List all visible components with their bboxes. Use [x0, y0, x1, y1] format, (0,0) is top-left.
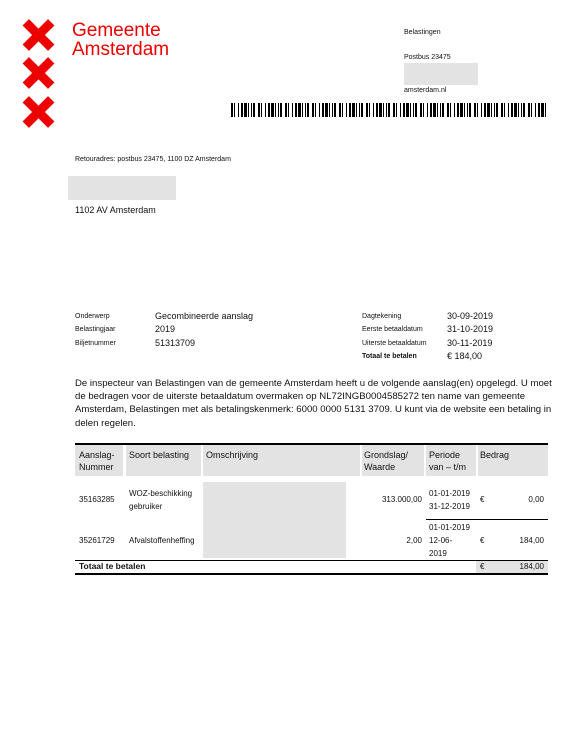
barcode-bar	[518, 103, 519, 117]
logo-line-1: Gemeente	[72, 20, 161, 41]
barcode-bar	[253, 103, 255, 117]
barcode-bar	[504, 103, 505, 117]
total-bedrag: 184,00	[519, 562, 544, 571]
cell-currency: €	[480, 495, 485, 504]
barcode-bar	[271, 103, 274, 117]
barcode-bar	[292, 103, 293, 117]
barcode-bar	[491, 103, 492, 117]
barcode-bar	[379, 103, 382, 117]
cross-icon	[23, 58, 53, 88]
redacted-description	[203, 482, 346, 558]
barcode-bar	[545, 103, 546, 117]
barcode-bar	[352, 103, 355, 117]
barcode-bar	[275, 103, 276, 117]
detail-label: Uiterste betaaldatum	[362, 340, 427, 347]
barcode-bar	[427, 103, 428, 117]
cell-periode: 01-01-2019 12-06- 2019	[429, 523, 470, 558]
barcode-bar	[248, 103, 249, 117]
barcode-bar	[501, 103, 503, 117]
barcode-bar	[231, 103, 233, 117]
barcode-bar	[278, 103, 279, 117]
barcode-bar	[285, 103, 287, 117]
barcode-bar	[467, 103, 468, 117]
barcode-bar	[393, 103, 395, 117]
barcode-bar	[361, 103, 363, 117]
header-bedrag: Bedrag	[480, 450, 510, 460]
barcode-bar	[457, 103, 459, 117]
barcode-bar	[251, 103, 252, 117]
cell-grondslag: 313.000,00	[381, 495, 422, 504]
header-periode: Periode van – t/m	[429, 450, 467, 472]
barcode-bar	[329, 103, 330, 117]
header-grondslag: Grondslag/ Waarde	[364, 450, 409, 472]
detail-label: Belastingjaar	[75, 326, 116, 333]
barcode-bar	[535, 103, 536, 117]
barcode-bar	[373, 103, 374, 117]
detail-value: 31-10-2019	[447, 324, 494, 334]
barcode-bar	[386, 103, 387, 117]
barcode-bar	[244, 103, 247, 117]
barcode-bar	[312, 103, 314, 117]
cell-soort: Afvalstoffenheffing	[129, 536, 195, 545]
barcode-bar	[305, 103, 306, 117]
barcode-bar	[388, 103, 390, 117]
detail-label: Onderwerp	[75, 313, 110, 320]
detail-value: 51313709	[155, 338, 196, 348]
barcode-bar	[496, 103, 498, 117]
redacted-recipient-name	[68, 176, 176, 200]
barcode-bar	[531, 103, 532, 117]
logo-line-2: Amsterdam	[72, 39, 170, 60]
barcode-bar	[346, 103, 347, 117]
barcode-bar	[403, 103, 405, 117]
cell-currency: €	[480, 536, 485, 545]
barcode-bar	[528, 103, 530, 117]
barcode-bar	[396, 103, 397, 117]
barcode-bar	[356, 103, 357, 117]
cell-nummer: 35261729	[79, 536, 115, 545]
barcode-bar	[400, 103, 401, 117]
barcode-bar	[302, 103, 303, 117]
detail-label: Biljetnummer	[75, 340, 116, 347]
cross-icon	[23, 20, 53, 50]
barcode-bar	[454, 103, 455, 117]
row-divider	[426, 519, 548, 520]
cell-periode: 01-01-2019 31-12-2019	[429, 489, 470, 511]
barcode-bar	[474, 103, 476, 117]
cell-bedrag: 0,00	[528, 495, 544, 504]
cell-grondslag: 2,00	[406, 536, 422, 545]
barcode-bar	[332, 103, 333, 117]
barcode-bar	[447, 103, 449, 117]
barcode-bar	[538, 103, 540, 117]
barcode-bar	[349, 103, 351, 117]
barcode-bar	[359, 103, 360, 117]
barcode-bar	[508, 103, 509, 117]
barcode-bar	[265, 103, 266, 117]
barcode-bar	[484, 103, 486, 117]
barcode-bar	[442, 103, 444, 117]
barcode-bar	[369, 103, 370, 117]
body-text: De inspecteur van Belastingen van de gemeente Amsterdam heeft u de volgende aanslag(en) opgelegd. U moet de bedragen voor de uiterste betaaldatum overmaken op NL72INGB0004585272 ten name van gemeente Amsterdam, Belastingen met als betalingskenmerk: 6000 0000 5131 3709. U kunt via de website een betaling in delen regelen.	[75, 378, 552, 429]
barcode-bar	[366, 103, 368, 117]
barcode-bar	[238, 103, 239, 117]
barcode-bar	[430, 103, 432, 117]
header-aanslag: Aanslag- Nummer	[79, 450, 115, 472]
cell-soort: WOZ-beschikking gebruiker	[129, 489, 193, 511]
barcode-bar	[295, 103, 297, 117]
barcode-bar	[415, 103, 417, 117]
detail-label: Eerste betaaldatum	[362, 326, 423, 333]
barcode-bar	[437, 103, 438, 117]
barcode-bar	[523, 103, 525, 117]
barcode-bar	[521, 103, 522, 117]
barcode-bar	[261, 103, 262, 117]
table-bottom-rule	[75, 573, 548, 575]
barcode-bar	[383, 103, 384, 117]
redacted-postcode	[404, 63, 478, 85]
barcode-bar	[288, 103, 289, 117]
cell-bedrag: 184,00	[519, 536, 544, 545]
barcode-bar	[376, 103, 378, 117]
detail-value: Gecombineerde aanslag	[155, 311, 254, 321]
detail-value: € 184,00	[447, 351, 483, 361]
header-soort: Soort belasting	[129, 450, 190, 460]
barcode	[231, 103, 549, 117]
barcode-bar	[541, 103, 544, 117]
cell-nummer: 35163285	[79, 495, 115, 504]
barcode-bar	[342, 103, 343, 117]
barcode-bar	[410, 103, 411, 117]
detail-label: Dagtekening	[362, 313, 402, 320]
barcode-bar	[469, 103, 471, 117]
return-address: Retouradres: postbus 23475, 1100 DZ Amsterdam	[75, 156, 231, 163]
barcode-bar	[334, 103, 336, 117]
barcode-bar	[413, 103, 414, 117]
detail-label: Totaal te betalen	[362, 353, 417, 360]
barcode-bar	[514, 103, 517, 117]
barcode-bar	[307, 103, 309, 117]
detail-value: 30-11-2019	[447, 338, 493, 348]
cross-icon	[23, 97, 53, 127]
barcode-bar	[487, 103, 490, 117]
barcode-bar	[420, 103, 422, 117]
barcode-bar	[268, 103, 270, 117]
barcode-bar	[406, 103, 409, 117]
sender-postbus: Postbus 23475	[404, 54, 451, 61]
detail-value: 30-09-2019	[447, 311, 494, 321]
barcode-bar	[440, 103, 441, 117]
sender-department: Belastingen	[404, 29, 441, 36]
sender-website: amsterdam.nl	[404, 87, 447, 94]
barcode-bar	[450, 103, 451, 117]
total-label: Totaal te betalen	[79, 561, 146, 571]
barcode-bar	[464, 103, 465, 117]
barcode-bar	[423, 103, 424, 117]
barcode-bar	[494, 103, 495, 117]
barcode-bar	[322, 103, 324, 117]
barcode-bar	[298, 103, 301, 117]
barcode-bar	[325, 103, 328, 117]
barcode-bar	[241, 103, 243, 117]
barcode-bar	[433, 103, 436, 117]
barcode-bar	[234, 103, 235, 117]
barcode-bar	[315, 103, 316, 117]
detail-value: 2019	[155, 324, 176, 334]
barcode-bar	[460, 103, 463, 117]
barcode-bar	[319, 103, 320, 117]
header-omschrijving: Omschrijving	[206, 450, 259, 460]
barcode-bar	[481, 103, 482, 117]
barcode-bar	[477, 103, 478, 117]
barcode-bar	[280, 103, 282, 117]
barcode-bar	[339, 103, 341, 117]
recipient-city: 1102 AV Amsterdam	[75, 205, 156, 215]
barcode-bar	[511, 103, 513, 117]
barcode-bar	[258, 103, 260, 117]
total-currency: €	[480, 562, 485, 571]
